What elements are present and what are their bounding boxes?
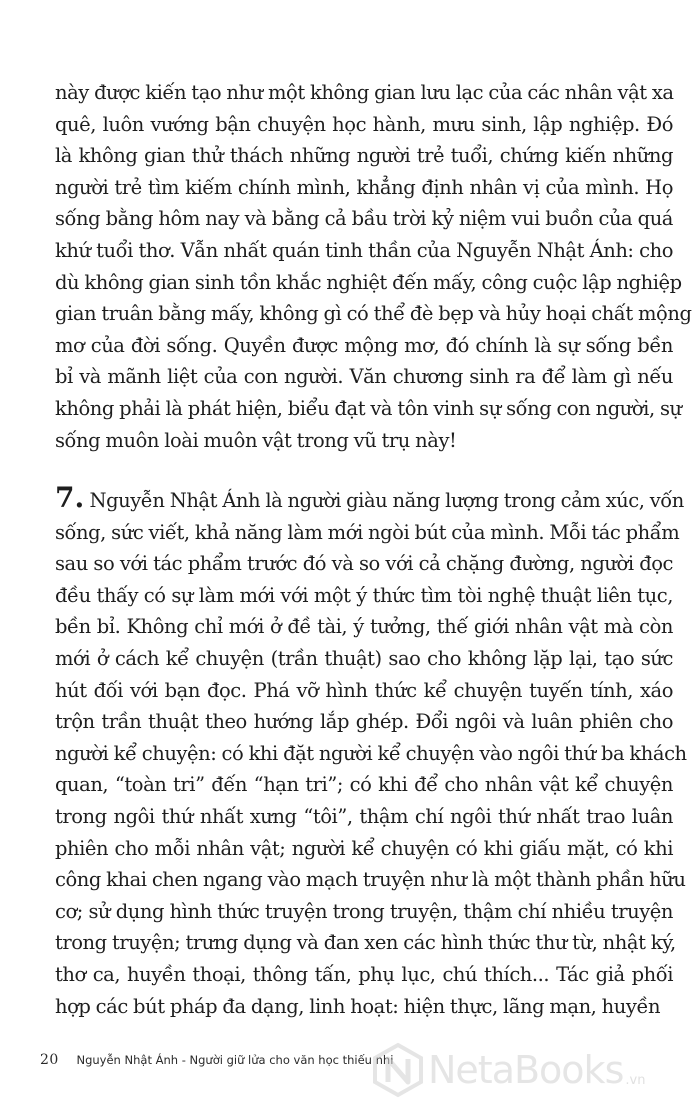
text-line: đều thấy có sự làm mới với một ý thức tìm tòi nghệ thuật liên tục, [55, 583, 673, 607]
text-line: phiên cho mỗi nhân vật; người kể chuyện có khi giấu mặt, có khi [55, 836, 673, 860]
text-line: quan, “toàn tri” đến “hạn tri”; có khi để cho nhân vật kể chuyện [55, 773, 673, 797]
text-line: người trẻ tìm kiếm chính mình, khẳng định nhân vị của mình. Họ [55, 175, 673, 199]
text-line: dù không gian sinh tồn khắc nghiệt đến mấy, công cuộc lập nghiệp [55, 270, 682, 294]
text-line: trong ngôi thứ nhất xưng “tôi”, thậm chí ngôi thứ nhất trao luân [55, 804, 673, 828]
paragraph-first-line [55, 481, 684, 517]
text-line: hút đối với bạn đọc. Phá vỡ hình thức kể chuyện tuyến tính, xáo [55, 678, 673, 702]
text-line: sống, sức viết, khả năng làm mới ngòi bút của mình. Mỗi tác phẩm [55, 520, 680, 544]
text-line: thơ ca, huyền thoại, thông tấn, phụ lục, chú thích... Tác giả phối [55, 962, 673, 986]
page-number: 20 [40, 1052, 59, 1068]
text-line: cơ; sử dụng hình thức truyện trong truyện, thậm chí nhiều truyện [55, 899, 673, 923]
text-line: hợp các bút pháp đa dạng, linh hoạt: hiện thực, lãng mạn, huyền [55, 994, 661, 1018]
watermark-suffix: .vn [625, 1073, 646, 1088]
text-line: mơ của đời sống. Quyền được mộng mơ, đó chính là sự sống bền [55, 333, 673, 357]
section-number: 7. [55, 481, 85, 514]
running-title: Nguyễn Nhật Ánh - Người giữ lửa cho văn học thiếu nhi [76, 1053, 394, 1067]
text-line: mới ở cách kể chuyện (trần thuật) sao cho không lặp lại, tạo sức [55, 646, 673, 670]
first-line-text: Nguyễn Nhật Ánh là người giàu năng lượng trong cảm xúc, vốn [89, 489, 684, 512]
text-line: trong truyện; trưng dụng và đan xen các hình thức thư từ, nhật ký, [55, 931, 676, 955]
text-line: khứ tuổi thơ. Vẫn nhất quán tinh thần của Nguyễn Nhật Ánh: cho [55, 238, 673, 262]
text-line: sống bằng hôm nay và bằng cả bầu trời kỷ niệm vui buồn của quá [55, 207, 673, 231]
text-line: công khai chen ngang vào mạch truyện như là một thành phần hữu [55, 868, 686, 892]
watermark-text: NetaBooks [428, 1048, 624, 1092]
text-line: người kể chuyện: có khi đặt người kể chuyện vào ngôi thứ ba khách [55, 741, 687, 765]
text-line: này được kiến tạo như một không gian lưu lạc của các nhân vật xa [55, 81, 674, 104]
text-line: sống muôn loài muôn vật trong vũ trụ này! [55, 428, 457, 452]
paragraph-continued [55, 77, 692, 456]
text-line: bền bỉ. Không chỉ mới ở đề tài, ý tưởng, thế giới nhân vật mà còn [55, 615, 673, 639]
text-line: là không gian thử thách những người trẻ tuổi, chứng kiến những [55, 144, 673, 168]
text-line: bỉ và mãnh liệt của con người. Văn chương sinh ra để làm gì nếu [55, 365, 673, 389]
netabooks-watermark [372, 1040, 645, 1100]
text-line: gian truân bằng mấy, không gì có thể đè bẹp và hủy hoại chất mộng [55, 302, 692, 326]
netabooks-logo-icon [372, 1042, 424, 1098]
text-line: trộn trần thuật theo hướng lắp ghép. Đổi ngôi và luân phiên cho [55, 710, 673, 734]
text-line: sau so với tác phẩm trước đó và so với cả chặng đường, người đọc [55, 552, 673, 576]
paragraph-section-7 [55, 481, 687, 1022]
text-line: không phải là phát hiện, biểu đạt và tôn vinh sự sống con người, sự [55, 396, 682, 420]
page-footer [40, 1052, 393, 1068]
text-line: quê, luôn vướng bận chuyện học hành, mưu sinh, lập nghiệp. Đó [55, 112, 673, 136]
